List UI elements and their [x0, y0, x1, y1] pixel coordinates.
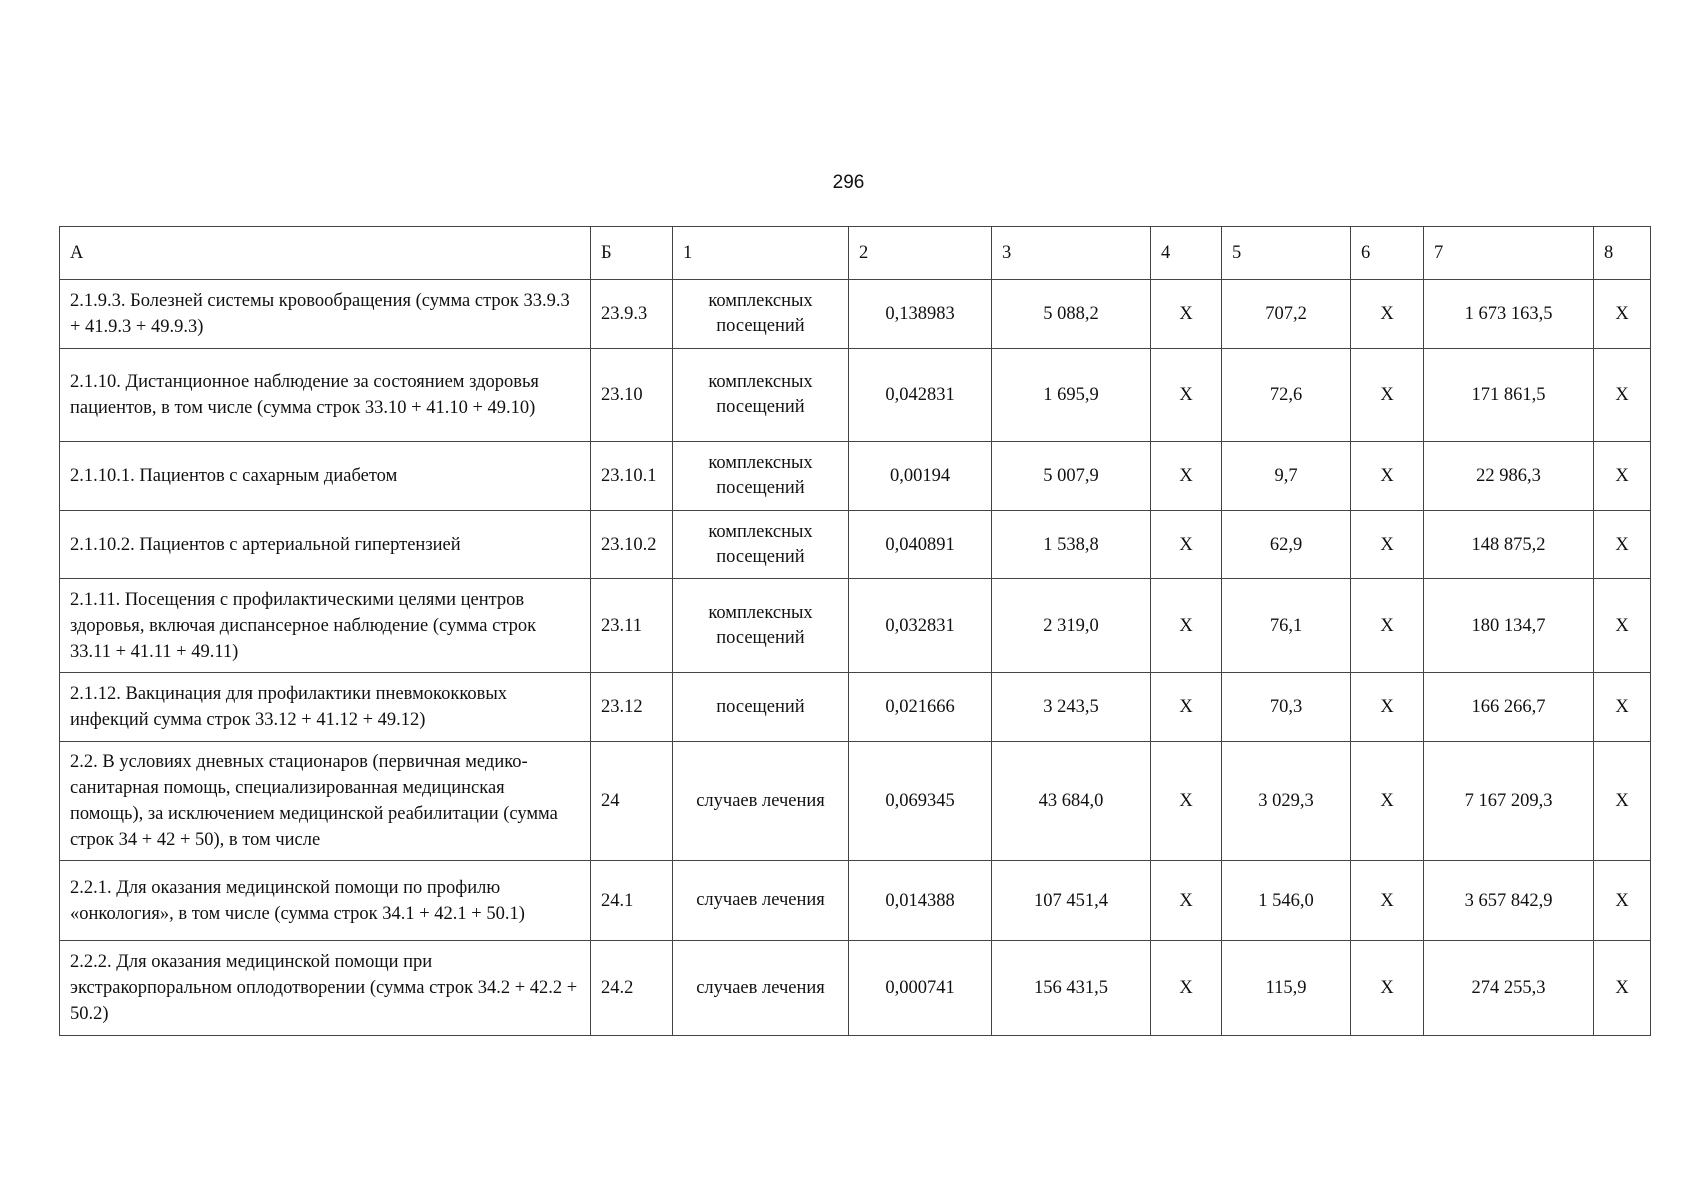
row-code: 23.10.1 — [591, 442, 673, 511]
table-row — [60, 511, 1651, 579]
row-code: 24.1 — [591, 861, 673, 941]
row-col-8: X — [1594, 579, 1651, 673]
row-col-2: 0,000741 — [849, 941, 992, 1036]
row-col-5: 3 029,3 — [1222, 742, 1351, 861]
table-header-row — [60, 227, 1651, 280]
row-code: 24.2 — [591, 941, 673, 1036]
column-header: 4 — [1151, 227, 1222, 280]
table-row — [60, 861, 1651, 941]
column-header: 2 — [849, 227, 992, 280]
column-header: 8 — [1594, 227, 1651, 280]
row-name: 2.1.12. Вакцинация для профилактики пневмококковых инфекций сумма строк 33.12 + 41.12 + 49.12) — [60, 673, 591, 742]
column-header: А — [60, 227, 591, 280]
row-col-2: 0,040891 — [849, 511, 992, 579]
row-name: 2.1.11. Посещения с профилактическими целями центров здоровья, включая диспансерное наблюдение (сумма строк 33.11 + 41.11 + 49.11) — [60, 579, 591, 673]
row-col-6: X — [1351, 579, 1424, 673]
row-col-4: X — [1151, 280, 1222, 349]
table-row — [60, 579, 1651, 673]
row-col-3: 5 088,2 — [992, 280, 1151, 349]
row-col-3: 5 007,9 — [992, 442, 1151, 511]
row-code: 23.10 — [591, 349, 673, 442]
row-col-7: 3 657 842,9 — [1424, 861, 1594, 941]
row-col-6: X — [1351, 349, 1424, 442]
row-name: 2.1.10.1. Пациентов с сахарным диабетом — [60, 442, 591, 511]
table-row — [60, 673, 1651, 742]
row-col-2: 0,069345 — [849, 742, 992, 861]
row-col-5: 707,2 — [1222, 280, 1351, 349]
row-col-2: 0,021666 — [849, 673, 992, 742]
row-name: 2.1.10. Дистанционное наблюдение за состоянием здоровья пациентов, в том числе (сумма строк 33.10 + 41.10 + 49.10) — [60, 349, 591, 442]
row-col-8: X — [1594, 861, 1651, 941]
row-col-4: X — [1151, 673, 1222, 742]
row-code: 23.10.2 — [591, 511, 673, 579]
table-row — [60, 442, 1651, 511]
row-col-4: X — [1151, 742, 1222, 861]
row-col-6: X — [1351, 742, 1424, 861]
column-header: 1 — [673, 227, 849, 280]
row-unit: комплексных посещений — [673, 349, 849, 442]
row-col-6: X — [1351, 511, 1424, 579]
row-col-7: 171 861,5 — [1424, 349, 1594, 442]
row-code: 24 — [591, 742, 673, 861]
table-row — [60, 349, 1651, 442]
row-col-4: X — [1151, 349, 1222, 442]
row-col-3: 3 243,5 — [992, 673, 1151, 742]
row-col-3: 1 538,8 — [992, 511, 1151, 579]
row-col-4: X — [1151, 941, 1222, 1036]
row-col-2: 0,032831 — [849, 579, 992, 673]
table-row — [60, 280, 1651, 349]
table-row — [60, 742, 1651, 861]
row-unit: комплексных посещений — [673, 579, 849, 673]
row-col-3: 107 451,4 — [992, 861, 1151, 941]
row-col-5: 115,9 — [1222, 941, 1351, 1036]
row-name: 2.2. В условиях дневных стационаров (первичная медико-санитарная помощь, специализированная медицинская помощь), за исключением медицинской реабилитации (сумма строк 34 + 42 + 50), в том числе — [60, 742, 591, 861]
column-header: 3 — [992, 227, 1151, 280]
row-col-8: X — [1594, 280, 1651, 349]
row-unit: посещений — [673, 673, 849, 742]
row-name: 2.2.2. Для оказания медицинской помощи при экстракорпоральном оплодотворении (сумма строк 34.2 + 42.2 + 50.2) — [60, 941, 591, 1036]
row-col-2: 0,014388 — [849, 861, 992, 941]
row-col-3: 1 695,9 — [992, 349, 1151, 442]
row-col-7: 1 673 163,5 — [1424, 280, 1594, 349]
row-code: 23.9.3 — [591, 280, 673, 349]
row-col-5: 62,9 — [1222, 511, 1351, 579]
row-col-4: X — [1151, 579, 1222, 673]
row-code: 23.11 — [591, 579, 673, 673]
row-unit: случаев лечения — [673, 742, 849, 861]
row-code: 23.12 — [591, 673, 673, 742]
column-header: 6 — [1351, 227, 1424, 280]
column-header: Б — [591, 227, 673, 280]
row-col-8: X — [1594, 673, 1651, 742]
row-col-7: 180 134,7 — [1424, 579, 1594, 673]
row-col-2: 0,138983 — [849, 280, 992, 349]
row-col-3: 2 319,0 — [992, 579, 1151, 673]
row-unit: случаев лечения — [673, 941, 849, 1036]
row-col-6: X — [1351, 442, 1424, 511]
row-col-2: 0,042831 — [849, 349, 992, 442]
row-col-8: X — [1594, 442, 1651, 511]
row-col-7: 7 167 209,3 — [1424, 742, 1594, 861]
row-col-7: 166 266,7 — [1424, 673, 1594, 742]
row-col-2: 0,00194 — [849, 442, 992, 511]
row-col-8: X — [1594, 349, 1651, 442]
row-col-7: 148 875,2 — [1424, 511, 1594, 579]
row-col-5: 76,1 — [1222, 579, 1351, 673]
row-name: 2.2.1. Для оказания медицинской помощи по профилю «онкология», в том числе (сумма строк 34.1 + 42.1 + 50.1) — [60, 861, 591, 941]
row-col-5: 70,3 — [1222, 673, 1351, 742]
row-col-3: 156 431,5 — [992, 941, 1151, 1036]
row-col-3: 43 684,0 — [992, 742, 1151, 861]
row-col-6: X — [1351, 941, 1424, 1036]
row-col-5: 72,6 — [1222, 349, 1351, 442]
row-unit: случаев лечения — [673, 861, 849, 941]
row-col-6: X — [1351, 861, 1424, 941]
row-col-4: X — [1151, 511, 1222, 579]
row-col-8: X — [1594, 511, 1651, 579]
row-col-4: X — [1151, 861, 1222, 941]
row-col-5: 1 546,0 — [1222, 861, 1351, 941]
row-col-7: 274 255,3 — [1424, 941, 1594, 1036]
row-col-4: X — [1151, 442, 1222, 511]
row-unit: комплексных посещений — [673, 511, 849, 579]
row-col-8: X — [1594, 941, 1651, 1036]
row-col-7: 22 986,3 — [1424, 442, 1594, 511]
row-name: 2.1.9.3. Болезней системы кровообращения (сумма строк 33.9.3 + 41.9.3 + 49.9.3) — [60, 280, 591, 349]
row-col-6: X — [1351, 280, 1424, 349]
row-col-6: X — [1351, 673, 1424, 742]
column-header: 5 — [1222, 227, 1351, 280]
table-row — [60, 941, 1651, 1036]
data-table — [59, 226, 1651, 1036]
row-col-5: 9,7 — [1222, 442, 1351, 511]
row-unit: комплексных посещений — [673, 442, 849, 511]
column-header: 7 — [1424, 227, 1594, 280]
row-col-8: X — [1594, 742, 1651, 861]
row-unit: комплексных посещений — [673, 280, 849, 349]
row-name: 2.1.10.2. Пациентов с артериальной гипертензией — [60, 511, 591, 579]
page-number: 296 — [832, 172, 865, 193]
